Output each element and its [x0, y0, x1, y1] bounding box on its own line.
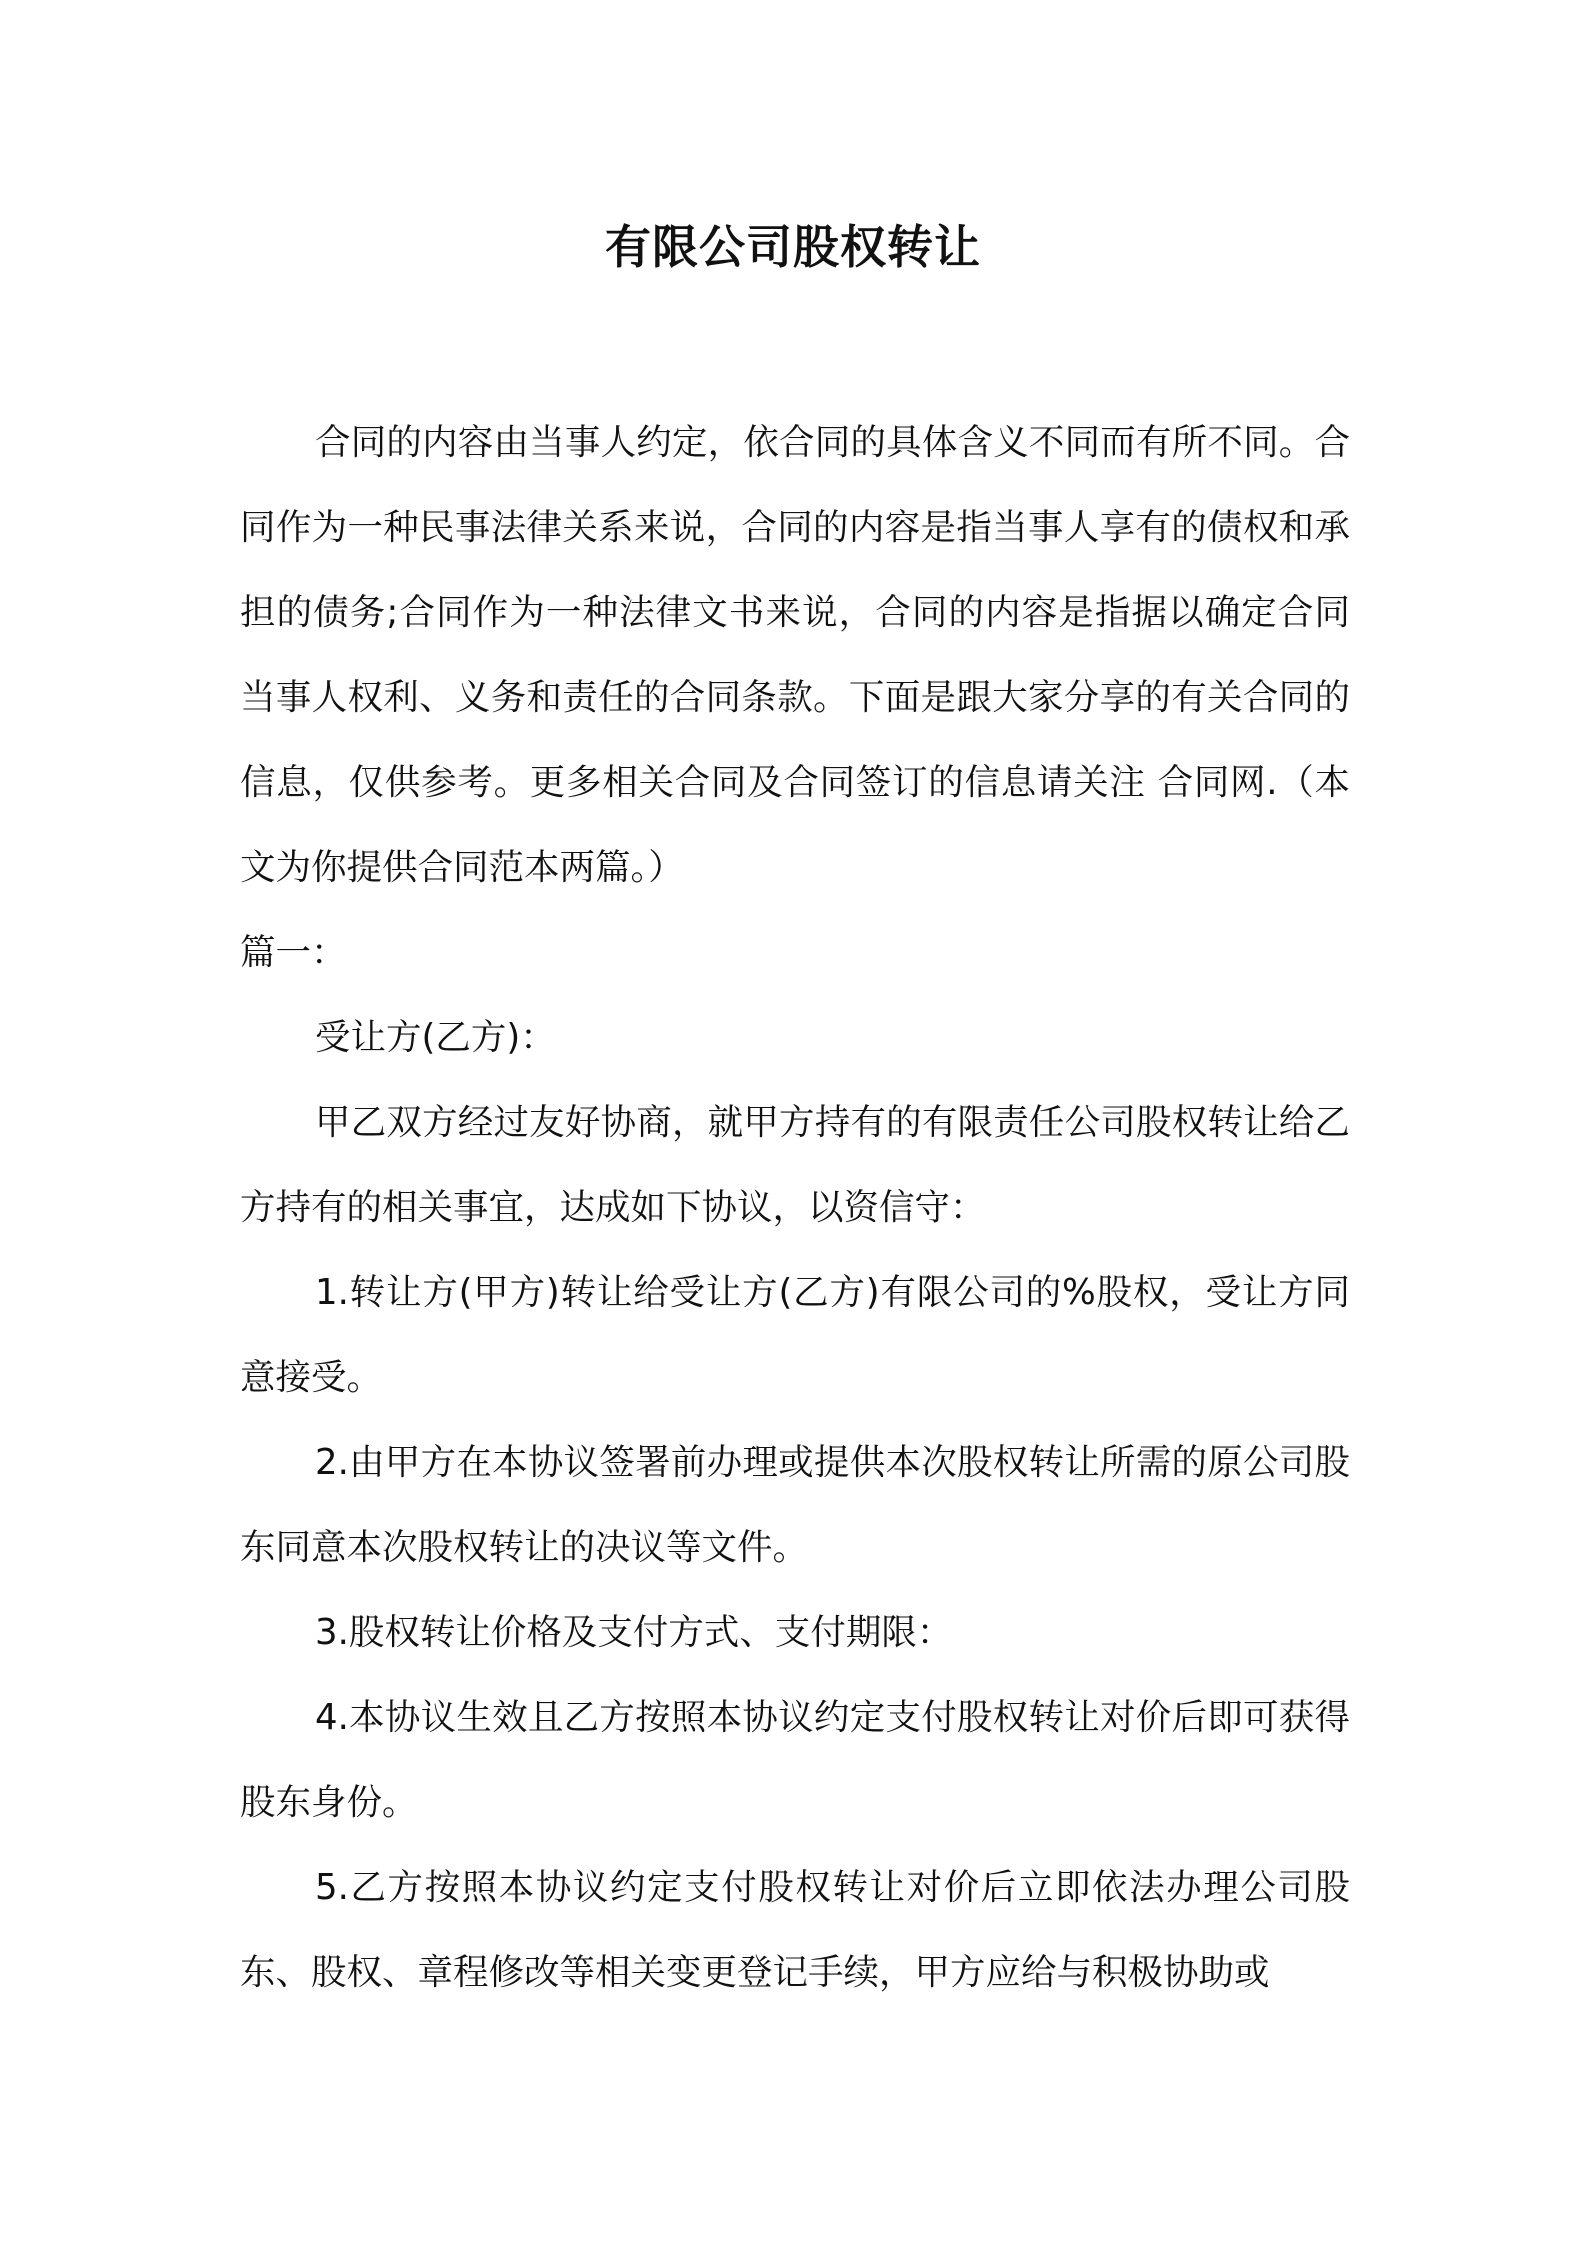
paragraph-clause-2: 2.由甲方在本协议签署前办理或提供本次股权转让所需的原公司股东同意本次股权转让的决议等文件。 [240, 1442, 1350, 1568]
paragraph-clause-1: 1.转让方(甲方)转让给受让方(乙方)有限公司的%股权，受让方同意接受。 [240, 1272, 1350, 1398]
paragraph-clause-5: 5.乙方按照本协议约定支付股权转让对价后立即依法办理公司股东、股权、章程修改等相关变更登记手续，甲方应给与积极协助或 [240, 1867, 1350, 1993]
paragraph-section-heading: 篇一： [240, 932, 347, 973]
paragraph-transferee: 受让方(乙方)： [315, 1017, 556, 1058]
paragraph-preamble: 甲乙双方经过友好协商，就甲方持有的有限责任公司股权转让给乙方持有的相关事宜，达成如下协议，以资信守： [240, 1102, 1350, 1228]
paragraph-intro: 合同的内容由当事人约定，依合同的具体含义不同而有所不同。合同作为一种民事法律关系来说，合同的内容是指当事人享有的债权和承担的债务;合同作为一种法律文书来说，合同的内容是指据以确定合同当事人权利、义务和责任的合同条款。下面是跟大家分享的有关合同的信息，仅供参考。更多相关合同及合同签订的信息请关注 合同网.（本文为你提供合同范本两篇。） [240, 422, 1350, 888]
paragraph-clause-4: 4.本协议生效且乙方按照本协议约定支付股权转让对价后即可获得股东身份。 [240, 1697, 1350, 1823]
document-body [240, 400, 1350, 2015]
paragraph-clause-3: 3.股权转让价格及支付方式、支付期限： [315, 1612, 953, 1653]
document-title: 有限公司股权转让 [605, 220, 981, 274]
